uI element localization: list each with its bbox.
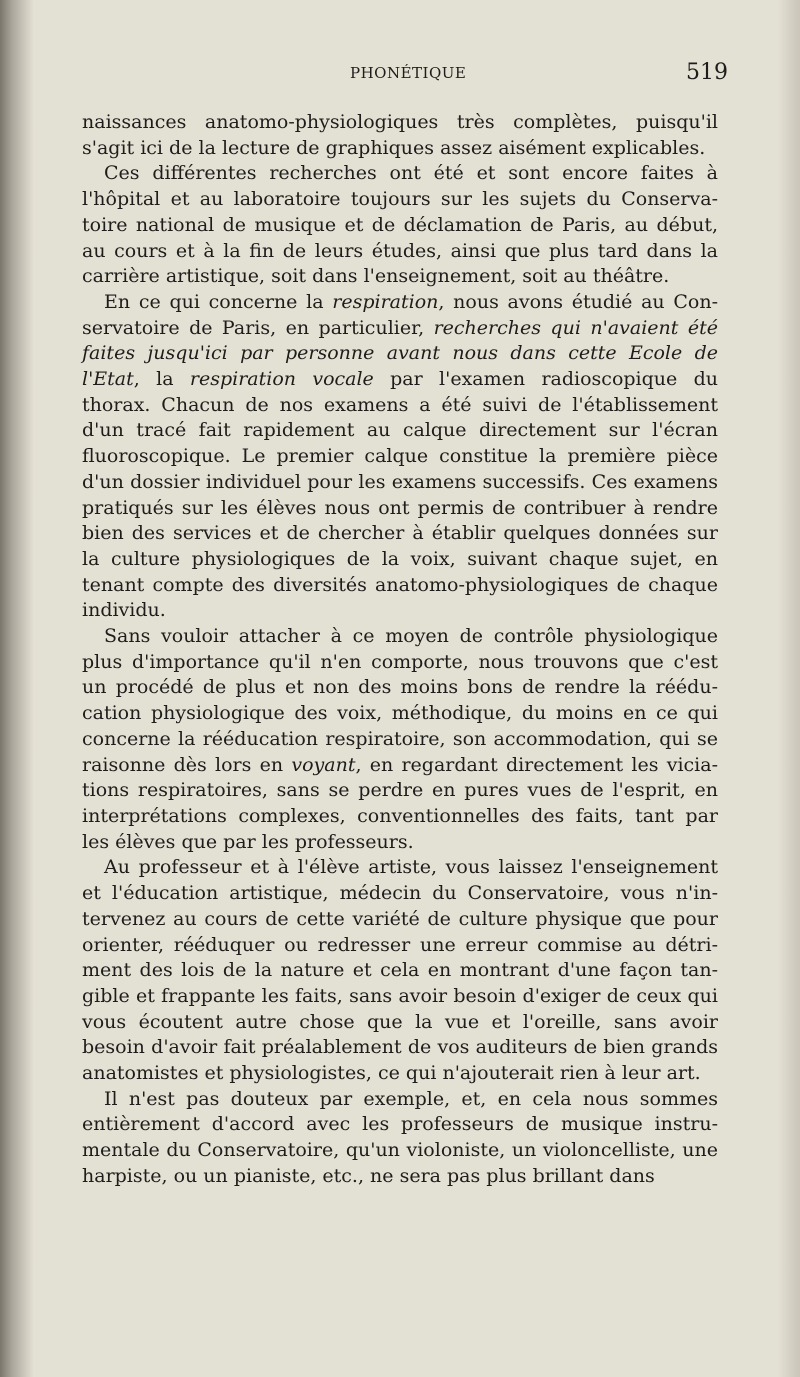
italic-run: respiration vocale xyxy=(189,368,374,391)
paragraph-2: Ces différentes recherches ont été et sont encore faites à l'hôpital et au laboratoire toujours sur les sujets du Conservatoire national de musique et de déclamation de Paris, au début, au cours et à la fin de leurs études, ainsi que plus tard dans la carrière artistique, soit dans l'enseignement, soit au théâtre. xyxy=(82,162,718,288)
paragraph-4 xyxy=(82,624,718,855)
text-run: , nous avons étudié au Conservatoire de Paris, en particulier, xyxy=(82,290,718,339)
paragraph-6: Il n'est pas douteux par exemple, et, en cela nous sommes entièrement d'accord avec les professeurs de musique instrumentale du Conservatoire, qu'un violoniste, un violoncelliste, une harpiste, ou un pianiste, etc., ne sera pas plus brillant dans xyxy=(82,1087,718,1187)
body-text xyxy=(82,110,718,1190)
italic-run: respiration xyxy=(332,290,439,313)
running-title: PHONÉTIQUE xyxy=(350,64,467,82)
paragraph-5: Au professeur et à l'élève artiste, vous laissez l'enseignement et l'éducation artistique, médecin du Conservatoire, vous n'intervenez au cours de cette variété de culture physique que pour orienter, rééduquer ou redresser une erreur commise au détriment des lois de la nature et cela en montrant d'une façon tangible et frappante les faits, sans avoir besoin d'exiger de ceux qui vous écoutent autre chose que la vue et l'oreille, sans avoir besoin d'avoir fait préalablement de vos auditeurs de bien grands anatomistes et physiologistes, ce qui n'ajouterait rien à leur art. xyxy=(82,856,718,1085)
text-run: , la xyxy=(133,368,190,391)
italic-run: recherches qui n'avaient été faites jusqu'ici par personne avant nous dans cette Ecole de l'Etat xyxy=(82,316,718,391)
text-run: par l'examen radioscopique du thorax. Chacun de nos examens a été suivi de l'établissement d'un tracé fait rapidement au calque directement sur l'écran fluoroscopique. Le premier calque constitue la première pièce d'un dossier individuel pour les examens successifs. Ces examens pratiqués sur les élèves nous ont permis de contribuer à rendre bien des services et de chercher à établir quelques données sur la culture physiologiques de la voix, suivant chaque sujet, en tenant compte des diversités anatomo-physiologiques de chaque individu. xyxy=(82,368,718,622)
page-header xyxy=(82,60,728,90)
paragraph-1: naissances anatomo-physiologiques très complètes, puisqu'il s'agit ici de la lecture de graphiques assez aisément explicables. xyxy=(82,111,718,159)
text-run: Sans vouloir attacher à ce moyen de contrôle physiologique plus d'importance qu'il n'en comporte, nous trouvons que c'est un procédé de plus et non des moins bons de rendre la rééducation physiologique des voix, méthodique, du moins en ce qui concerne la rééducation respiratoire, son accommodation, qui se raisonne dès lors en xyxy=(82,625,718,776)
paragraph-3 xyxy=(82,290,718,624)
italic-run: voyant xyxy=(291,753,356,776)
text-run: En ce qui concerne la xyxy=(104,290,333,313)
text-run: , en regardant directement les viciations respiratoires, sans se perdre en pures vues de l'esprit, en interprétations complexes, conventionnelles des faits, tant par les élèves que par les professeurs. xyxy=(82,753,718,853)
page-number: 519 xyxy=(686,60,728,85)
